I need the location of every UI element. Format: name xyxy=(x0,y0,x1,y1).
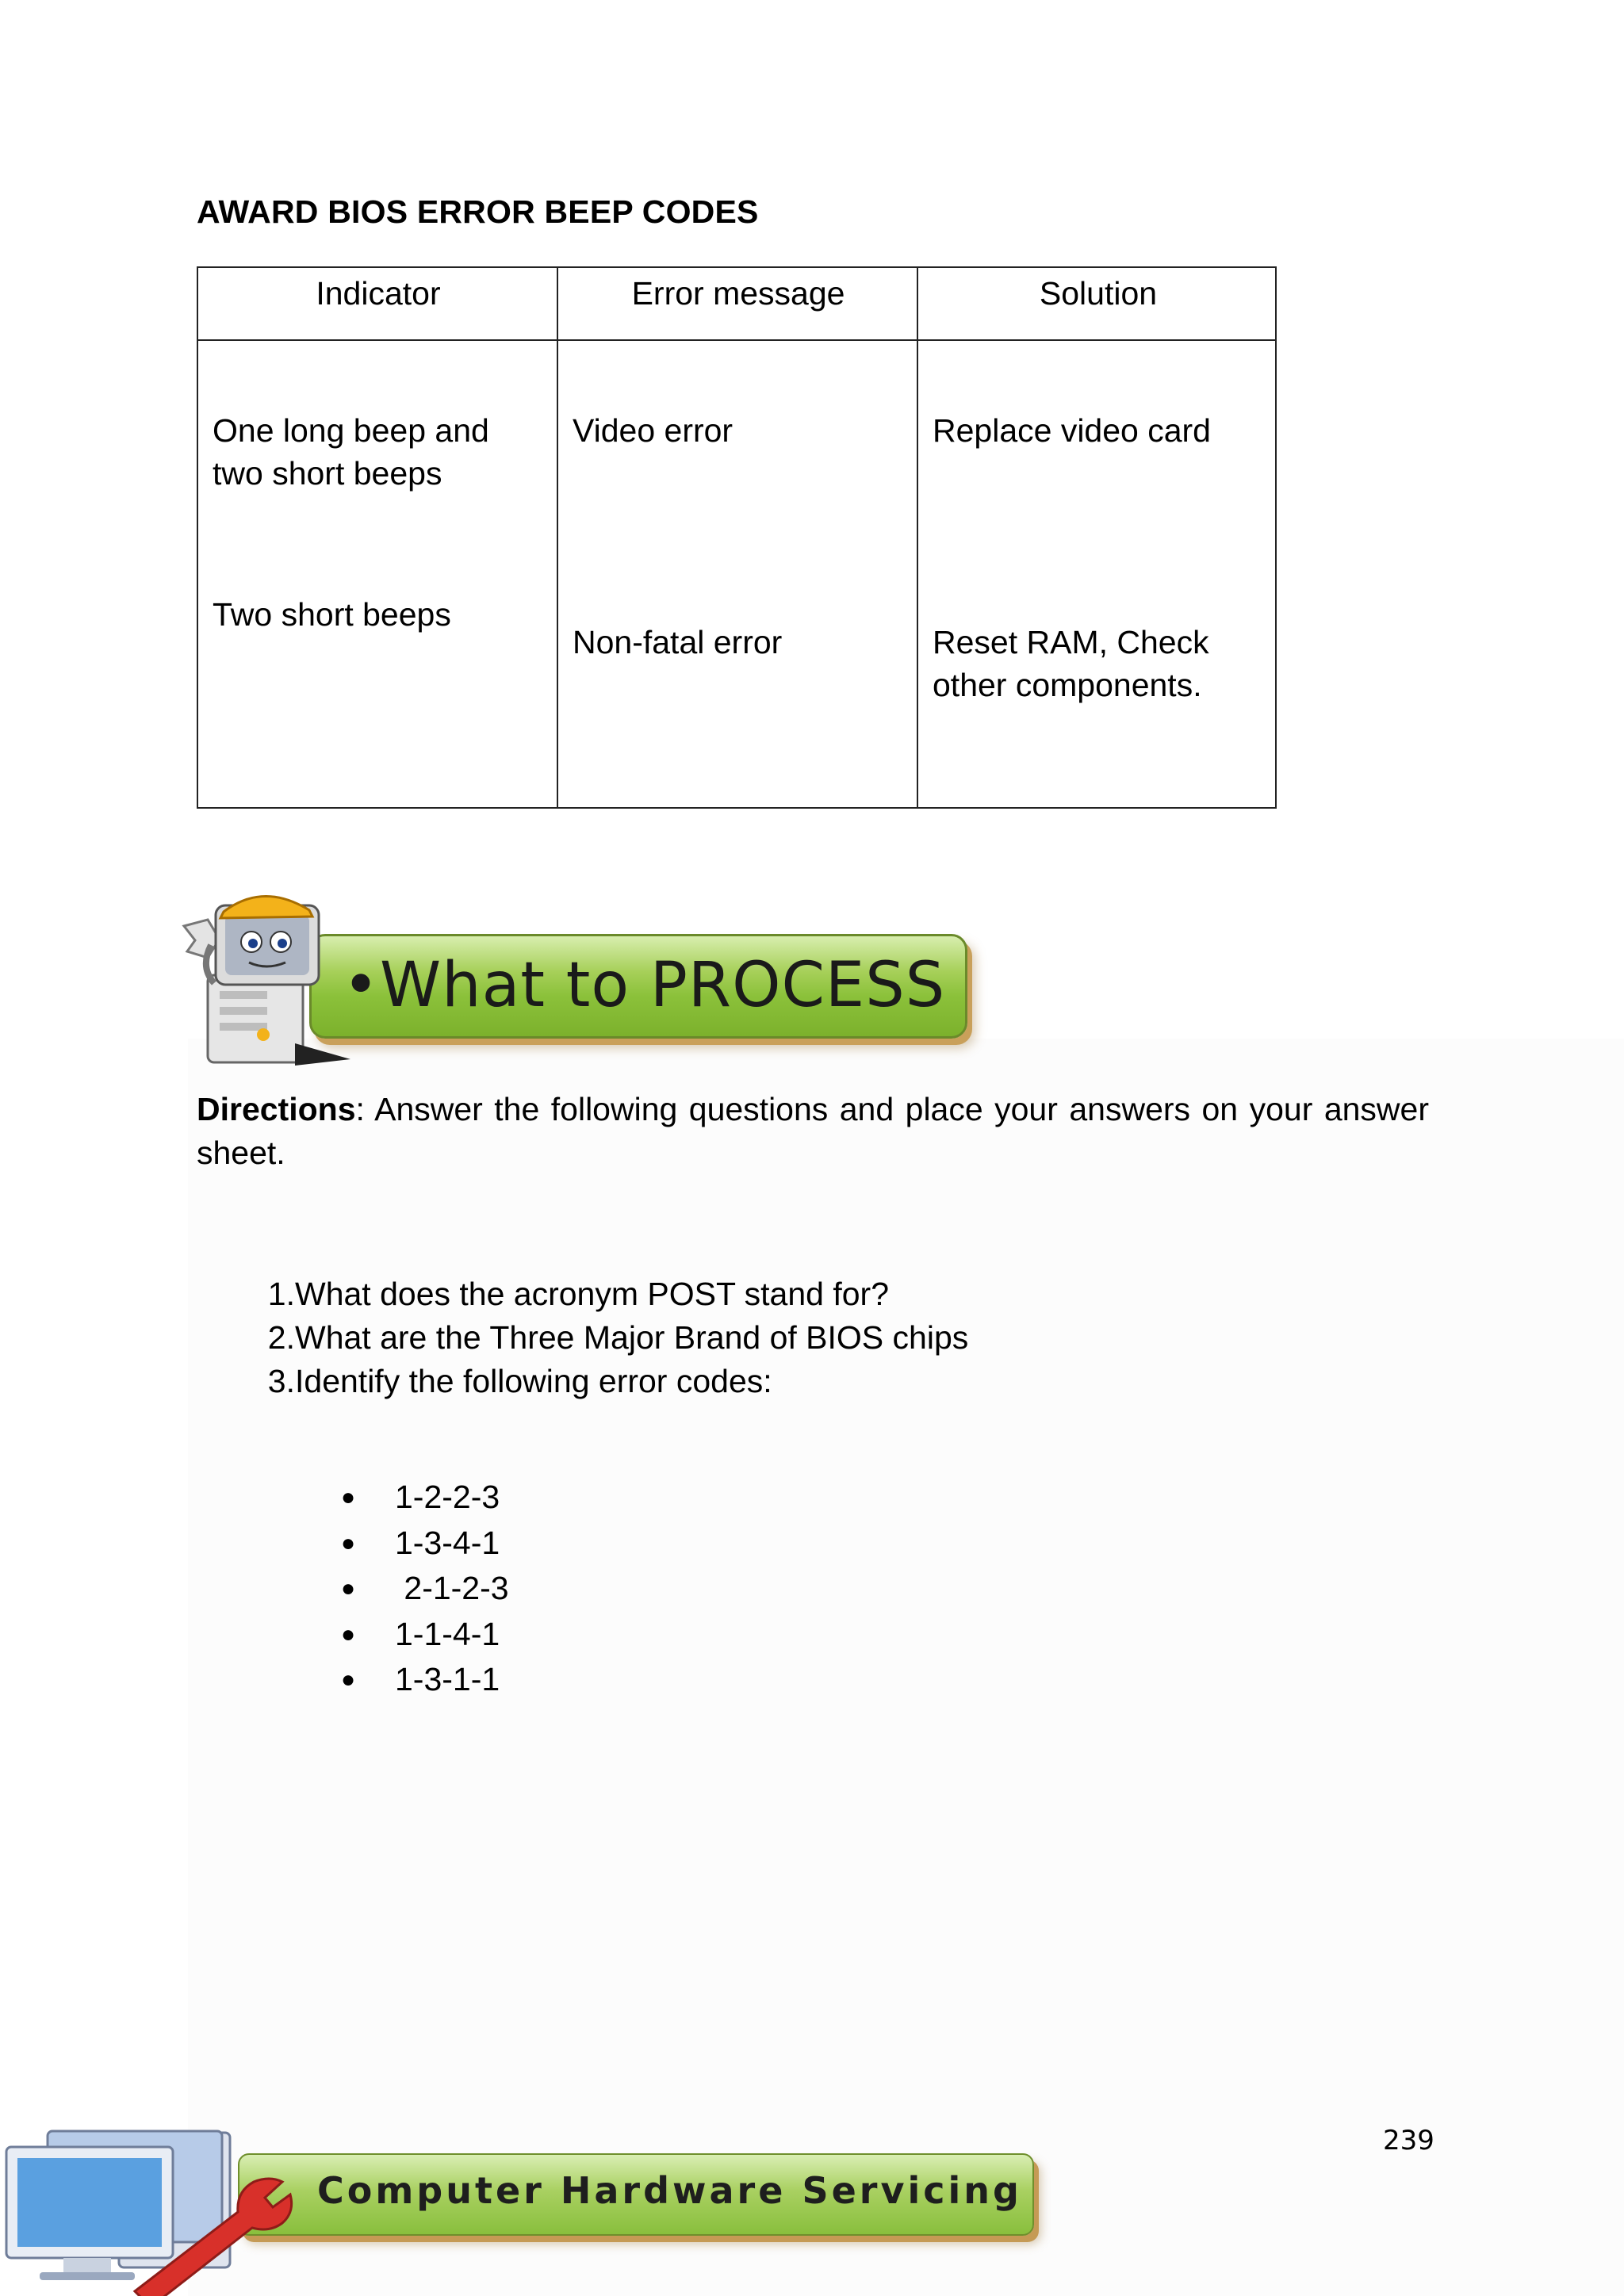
table-cell-indicator xyxy=(213,409,546,495)
cell-line: Two short beeps xyxy=(213,596,451,633)
error-code: 2-1-2-3 xyxy=(395,1570,509,1606)
bullet-icon: ● xyxy=(341,1667,356,1693)
page-number: 239 xyxy=(1383,2125,1434,2156)
table-divider xyxy=(917,268,918,807)
cell-line: One long beep and xyxy=(213,412,489,449)
list-item xyxy=(238,1316,969,1360)
beep-codes-table xyxy=(197,266,1277,809)
question-number: 1. xyxy=(267,1276,295,1312)
directions-label: Directions xyxy=(197,1091,356,1127)
bullet-icon: ● xyxy=(341,1575,356,1601)
error-code: 1-3-1-1 xyxy=(395,1661,500,1697)
table-header-divider xyxy=(198,339,1275,341)
cell-line: Reset RAM, Check xyxy=(933,624,1209,660)
directions-text: : Answer the following questions and place your answers on your answer sheet. xyxy=(197,1091,1429,1171)
section-title: AWARD BIOS ERROR BEEP CODES xyxy=(197,193,759,230)
directions-paragraph xyxy=(197,1088,1429,1175)
bullet-icon: ● xyxy=(341,1529,356,1556)
error-code: 1-3-4-1 xyxy=(395,1524,500,1561)
error-code: 1-2-2-3 xyxy=(395,1479,500,1515)
question-text: What does the acronym POST stand for? xyxy=(295,1276,889,1312)
question-text: Identify the following error codes: xyxy=(295,1363,772,1399)
table-cell-error: Non-fatal error xyxy=(573,624,783,660)
bullet-icon: ● xyxy=(341,1621,356,1647)
banner-text: •What to PROCESS xyxy=(343,950,946,1021)
cell-line: other components. xyxy=(933,667,1202,703)
bullet-icon: ● xyxy=(341,1484,356,1510)
footer-banner xyxy=(0,2125,1063,2296)
table-cell-error: Video error xyxy=(573,412,733,449)
robot-mascot-icon xyxy=(176,888,358,1070)
list-item xyxy=(238,1360,772,1403)
computer-wrench-icon xyxy=(0,2125,301,2296)
question-number: 2. xyxy=(267,1319,295,1356)
table-cell-solution xyxy=(933,409,1266,452)
question-number: 3. xyxy=(267,1363,295,1399)
column-header-error: Error message xyxy=(631,275,845,312)
footer-text: Computer Hardware Servicing xyxy=(317,2169,1022,2212)
error-code: 1-1-4-1 xyxy=(395,1615,500,1652)
questions-list xyxy=(238,1272,969,1403)
list-item xyxy=(238,1272,889,1316)
cell-line: two short beeps xyxy=(213,455,442,492)
table-cell-indicator xyxy=(213,593,546,636)
column-header-indicator: Indicator xyxy=(316,275,441,312)
what-to-process-banner xyxy=(176,888,977,1070)
table-divider xyxy=(557,268,558,807)
table-cell-solution xyxy=(933,621,1266,706)
column-header-solution: Solution xyxy=(1039,275,1158,312)
cell-line: Replace video card xyxy=(933,412,1211,449)
question-text: What are the Three Major Brand of BIOS chips xyxy=(295,1319,969,1356)
